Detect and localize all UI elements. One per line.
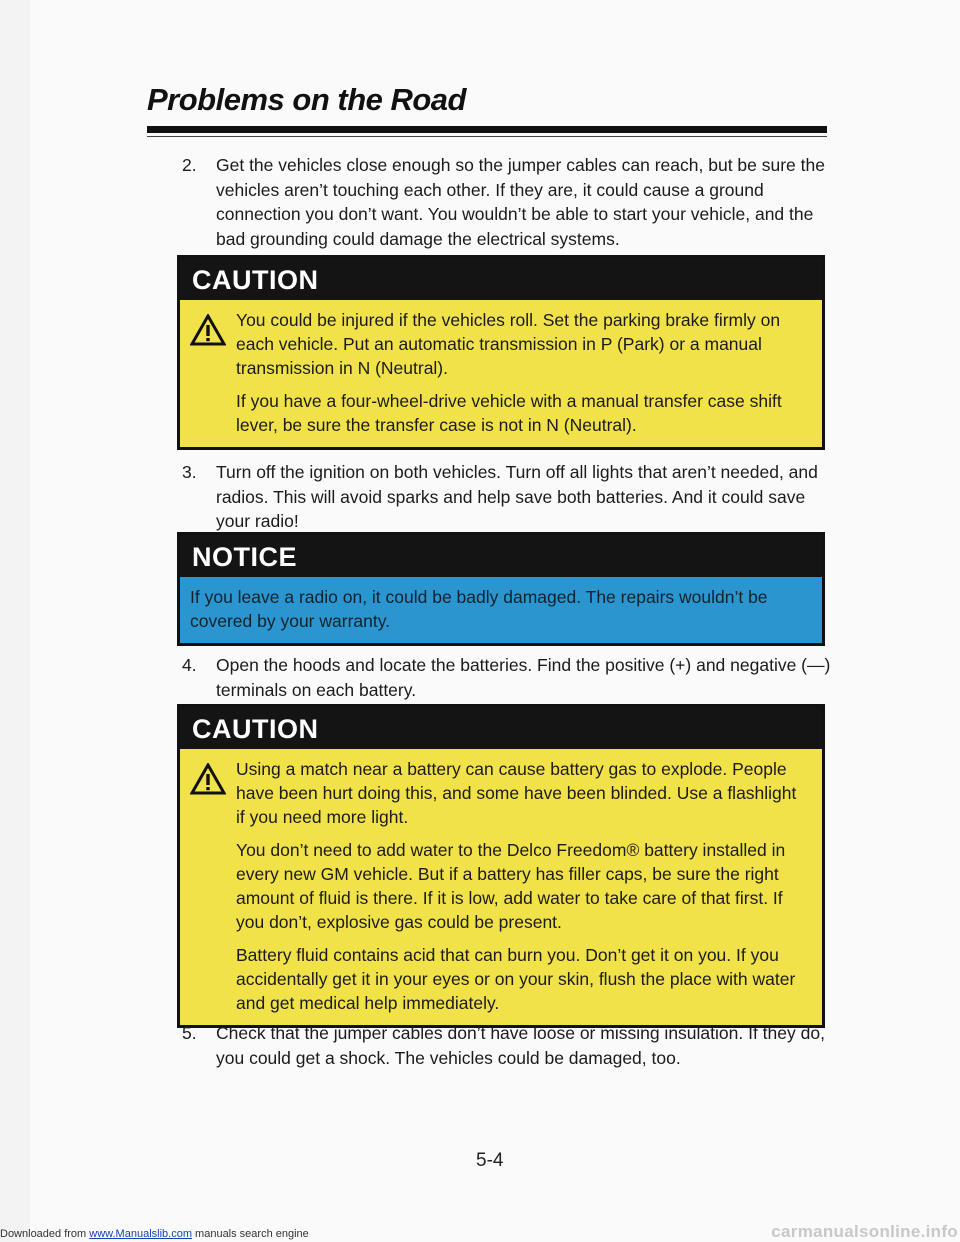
caution-box-1 <box>177 255 825 450</box>
caution-heading: CAUTION <box>180 707 822 749</box>
warning-triangle-icon <box>190 763 226 795</box>
caution-box-2 <box>177 704 825 1028</box>
caution-paragraph: Using a match near a battery can cause battery gas to explode. People have been hurt doing this, and some have been blinded. Use a flashlight if you need more light. <box>236 759 797 827</box>
warning-triangle-icon <box>190 314 226 346</box>
page-title: Problems on the Road <box>147 82 466 117</box>
step-text: Open the hoods and locate the batteries. Find the positive (+) and negative (—) terminals on each battery. <box>216 655 831 700</box>
notice-body <box>180 577 822 643</box>
notice-paragraph: If you leave a radio on, it could be badly damaged. The repairs wouldn’t be covered by your warranty. <box>190 587 768 631</box>
footer-suffix: manuals search engine <box>195 1228 309 1240</box>
caution-heading: CAUTION <box>180 258 822 300</box>
watermark: carmanualsonline.info <box>771 1222 958 1241</box>
notice-box <box>177 532 825 646</box>
step-text: Turn off the ignition on both vehicles. Turn off all lights that aren’t needed, and radios. This will avoid sparks and help save both batteries. And it could save your radio! <box>216 462 818 531</box>
caution-paragraph: If you have a four-wheel-drive vehicle with a manual transfer case shift lever, be sure the transfer case is not in N (Neutral). <box>236 391 782 435</box>
footer-prefix: Downloaded from <box>0 1228 87 1240</box>
caution-body <box>180 300 822 447</box>
step-text: Get the vehicles close enough so the jumper cables can reach, but be sure the vehicles aren’t touching each other. If they are, it could cause a ground connection you don’t want. You wouldn’t be able to start your vehicle, and the bad grounding could damage the electrical systems. <box>216 155 825 249</box>
title-rule-thin <box>147 136 827 137</box>
caution-paragraph: You don’t need to add water to the Delco Freedom® battery installed in every new GM vehicle. But if a battery has filler caps, be sure the right amount of fluid is there. If it is low, add water to take care of that first. If you don’t, explosive gas could be present. <box>236 840 786 932</box>
caution-paragraph: Battery fluid contains acid that can burn you. Don’t get it on you. If you accidentally get it in your eyes or on your skin, flush the place with water and get medical help immediately. <box>236 945 796 1013</box>
step-5 <box>182 1021 842 1070</box>
step-number: 2. <box>182 155 197 175</box>
title-rule <box>147 126 827 133</box>
download-footer <box>0 1228 309 1240</box>
notice-heading: NOTICE <box>180 535 822 577</box>
page-left-edge <box>0 0 30 1242</box>
step-number: 4. <box>182 655 197 675</box>
caution-body <box>180 749 822 1025</box>
step-number: 3. <box>182 462 197 482</box>
manualslib-link[interactable]: www.Manualslib.com <box>89 1228 192 1240</box>
caution-paragraph: You could be injured if the vehicles roll. Set the parking brake firmly on each vehicle. Put an automatic transmission in P (Park) or a manual transmission in N (Neutral). <box>236 310 781 378</box>
step-3 <box>182 460 842 534</box>
step-2 <box>182 153 842 251</box>
step-4 <box>182 653 842 702</box>
step-text: Check that the jumper cables don’t have loose or missing insulation. If they do, you could get a shock. The vehicles could be damaged, too. <box>216 1023 825 1068</box>
step-number: 5. <box>182 1023 197 1043</box>
page-number: 5-4 <box>476 1150 504 1171</box>
